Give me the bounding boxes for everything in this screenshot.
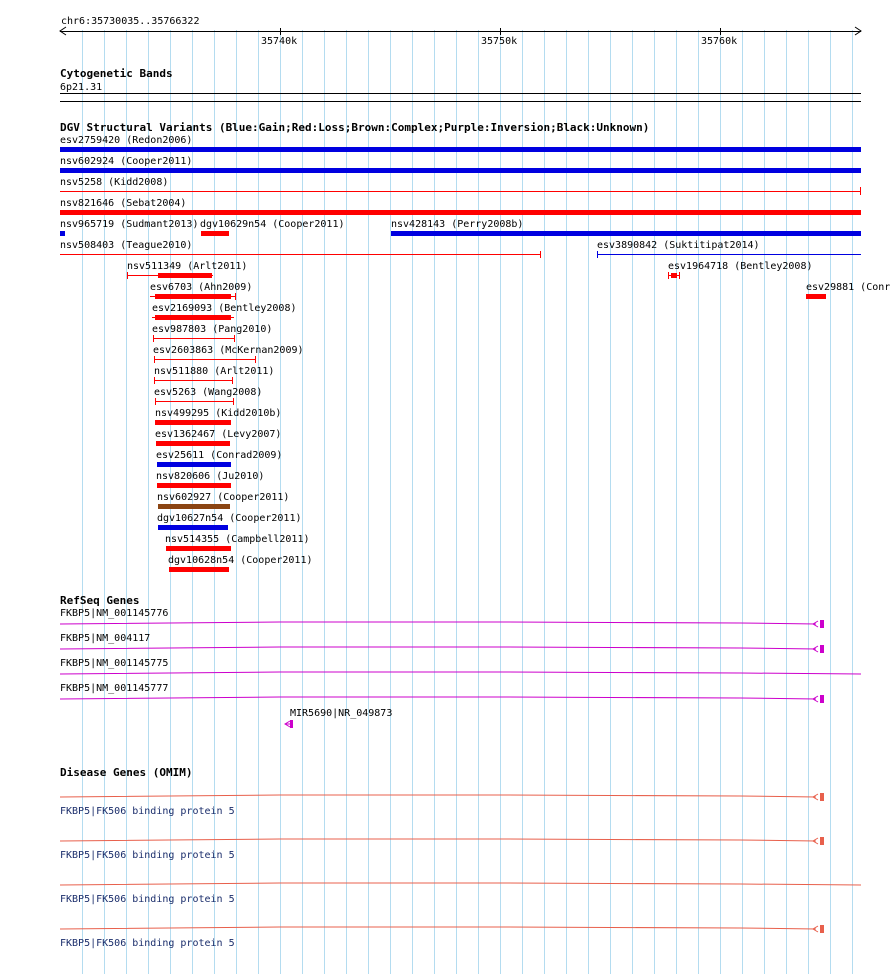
tick-label: 35760k: [701, 36, 738, 47]
gene-label: FKBP5|NM_001145777: [60, 683, 169, 694]
omim-gene-label: FKBP5|FK506 binding protein 5: [60, 850, 235, 861]
variant-label: esv1964718 (Bentley2008): [668, 261, 813, 272]
omim-intron-line[interactable]: [60, 839, 816, 841]
variant-label: nsv5258 (Kidd2008): [60, 177, 169, 188]
tick-label: 35740k: [261, 36, 298, 47]
omim-intron-line[interactable]: [60, 927, 816, 929]
variant-label: nsv514355 (Campbell2011): [165, 534, 310, 545]
gene-label: MIR5690|NR_049873: [290, 708, 393, 719]
tick-label: 35750k: [481, 36, 518, 47]
exon-block[interactable]: [820, 837, 824, 845]
variant-label: esv2759420 (Redon2006): [60, 135, 193, 146]
variant-label: nsv602927 (Cooper2011): [157, 492, 290, 503]
gene-label: FKBP5|NM_001145776: [60, 608, 169, 619]
gene-label: FKBP5|NM_004117: [60, 633, 151, 644]
omim-intron-line[interactable]: [60, 883, 861, 885]
omim-intron-line[interactable]: [60, 795, 816, 797]
variant-label: esv2603863 (McKernan2009): [153, 345, 304, 356]
variant-label: esv29881 (Conr: [806, 282, 890, 293]
variant-label: esv987803 (Pang2010): [152, 324, 273, 335]
cytoband-label: 6p21.31: [60, 82, 103, 93]
variant-label: esv1362467 (Levy2007): [155, 429, 282, 440]
variant-label: nsv428143 (Perry2008b): [391, 219, 524, 230]
variant-label: dgv10627n54 (Cooper2011): [157, 513, 302, 524]
variant-label: esv6703 (Ahn2009): [150, 282, 253, 293]
cytoband-track-title: Cytogenetic Bands: [60, 67, 173, 80]
variant-label: nsv821646 (Sebat2004): [60, 198, 187, 209]
variant-label: dgv10629n54 (Cooper2011): [200, 219, 345, 230]
variant-label: esv3890842 (Suktitipat2014): [597, 240, 760, 251]
variant-label: nsv508403 (Teague2010): [60, 240, 193, 251]
variant-label: esv25611 (Conrad2009): [156, 450, 283, 461]
omim-gene-label: FKBP5|FK506 binding protein 5: [60, 938, 235, 949]
omim-gene-label: FKBP5|FK506 binding protein 5: [60, 806, 235, 817]
variant-label: esv5263 (Wang2008): [154, 387, 263, 398]
refseq-track-title: RefSeq Genes: [60, 594, 140, 607]
coordinate-readout: chr6:35730035..35766322: [61, 16, 200, 27]
variant-label: nsv499295 (Kidd2010b): [155, 408, 282, 419]
variant-label: nsv511349 (Arlt2011): [127, 261, 248, 272]
omim-track-title: Disease Genes (OMIM): [60, 766, 193, 779]
exon-block[interactable]: [820, 925, 824, 933]
variant-label: nsv820606 (Ju2010): [156, 471, 265, 482]
variant-label: nsv602924 (Cooper2011): [60, 156, 193, 167]
variant-label: nsv965719 (Sudmant2013): [60, 219, 199, 230]
gene-label: FKBP5|NM_001145775: [60, 658, 169, 669]
variant-label: nsv511880 (Arlt2011): [154, 366, 275, 377]
dgv-track-title: DGV Structural Variants (Blue:Gain;Red:Loss;Brown:Complex;Purple:Inversion;Black:Unknown): [60, 121, 650, 134]
variant-label: dgv10628n54 (Cooper2011): [168, 555, 313, 566]
variant-label: esv2169093 (Bentley2008): [152, 303, 297, 314]
exon-block[interactable]: [820, 793, 824, 801]
omim-gene-label: FKBP5|FK506 binding protein 5: [60, 894, 235, 905]
